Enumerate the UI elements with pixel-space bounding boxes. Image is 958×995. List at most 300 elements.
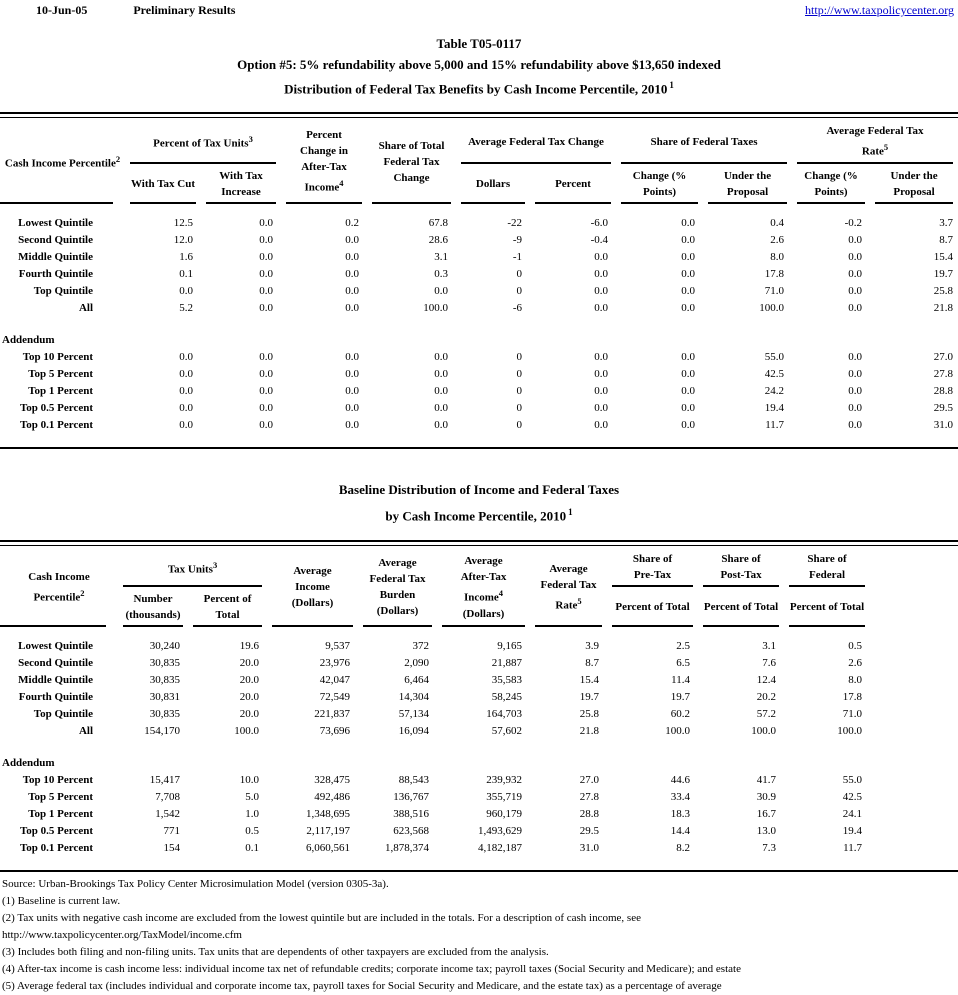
cell-value: 0.0	[681, 418, 696, 431]
cell-value: 12.0	[173, 233, 193, 246]
col-group-tax-units: Tax Units$^3$	[118, 546, 267, 587]
cell-value: 72,549	[319, 691, 351, 704]
cell-value: 0	[516, 401, 522, 414]
cell-value: 771	[163, 825, 180, 838]
cell-value: 0	[516, 418, 522, 431]
cell-value: 0	[516, 384, 522, 397]
cell-value: 42.5	[764, 367, 785, 380]
cell-value: 15.4	[933, 250, 954, 263]
cell-value: 67.8	[428, 216, 448, 229]
row-label: All	[78, 301, 93, 314]
cell-value: 20.0	[239, 691, 260, 704]
cell-value: 100.0	[759, 301, 785, 314]
row-label: Top 5 Percent	[28, 367, 93, 380]
cell-value: 0.0	[681, 216, 696, 229]
cell-value: 7,708	[155, 791, 180, 804]
cell-value: 1,493,629	[478, 825, 523, 838]
cell-value: 0.0	[259, 401, 273, 414]
cell-value: 328,475	[314, 774, 351, 787]
cell-value: 0.0	[681, 350, 696, 363]
cell-value: 0.0	[848, 267, 863, 280]
footnotes-block	[0, 872, 958, 995]
cell-value: 27.8	[933, 367, 954, 380]
cell-value: 21.8	[933, 301, 954, 314]
cell-value: 0.0	[345, 418, 359, 431]
row-label: Fourth Quintile	[18, 691, 93, 704]
cell-value: 0.0	[594, 250, 609, 263]
cell-value: 8.2	[676, 842, 691, 855]
table1-subtitle: Distribution of Federal Tax Benefits by Cash Income Percentile, 2010 $^1$	[284, 80, 674, 97]
cell-value: 8.7	[585, 657, 600, 670]
cell-value: 0.0	[681, 284, 696, 297]
cell-value: 0.0	[259, 384, 273, 397]
cell-value: 2.5	[676, 640, 691, 653]
table1-addendum-header	[0, 317, 958, 349]
cell-value: 14.4	[670, 825, 691, 838]
cell-value: 14,304	[398, 691, 430, 704]
cell-value: 2,117,197	[306, 825, 351, 838]
cell-value: 355,719	[486, 791, 523, 804]
cell-value: 0.0	[848, 233, 863, 246]
cell-value: 0.0	[681, 367, 696, 380]
site-link[interactable]: http://www.taxpolicycenter.org	[805, 3, 954, 17]
footnote-marker: 2	[115, 154, 121, 165]
cell-value: 0.0	[434, 401, 448, 414]
footnote-5: (5) Average federal tax (includes individual and corporate income tax, payroll taxes for Social Security and Medicare, and the estate tax) as a percentage of average	[2, 980, 722, 993]
row-label: Top 0.5 Percent	[19, 401, 93, 414]
footnote-1: (1) Baseline is current law.	[2, 895, 121, 908]
col-header-cash-income-percentile: Cash Income Percentile$^2$	[0, 546, 118, 627]
cell-value: 21.8	[579, 725, 600, 738]
footnote-marker: 1	[568, 506, 573, 517]
table-row	[0, 283, 958, 300]
table-row	[0, 366, 958, 383]
cell-value: 0.0	[179, 350, 193, 363]
cell-value: 0.0	[259, 367, 273, 380]
col-header-percent-of-total: Percent of Total	[607, 587, 698, 627]
cell-value: 0.0	[594, 401, 609, 414]
cell-value: 57,602	[491, 725, 523, 738]
cell-value: 221,837	[314, 708, 351, 721]
cell-value: 3.9	[585, 640, 600, 653]
cell-value: 0.5	[848, 640, 863, 653]
row-label: Lowest Quintile	[18, 216, 93, 229]
cell-value: 0.0	[259, 418, 273, 431]
col-header-percent: Percent	[530, 164, 616, 204]
table-row	[0, 655, 958, 672]
table2-title-block	[0, 479, 958, 527]
cell-value: 55.0	[764, 350, 785, 363]
table-row	[0, 627, 958, 655]
cell-value: 0.0	[345, 401, 359, 414]
cell-value: 154	[163, 842, 180, 855]
cell-value: 0.0	[681, 233, 696, 246]
cell-value: 33.4	[670, 791, 691, 804]
row-label: Top 0.1 Percent	[19, 842, 93, 855]
cell-value: 13.0	[756, 825, 777, 838]
cell-value: 19.7	[670, 691, 691, 704]
cell-value: 10.0	[239, 774, 260, 787]
col-header-percent-of-total: Percent of Total	[698, 587, 784, 627]
baseline-table	[0, 546, 958, 857]
cell-value: 0.0	[594, 301, 609, 314]
cell-value: 0.0	[594, 384, 609, 397]
cell-value: 2,090	[404, 657, 430, 670]
col-group-percent-of-tax-units: Percent of Tax Units$^3$	[125, 118, 281, 164]
cell-value: 0.0	[848, 350, 863, 363]
table-row	[0, 417, 958, 434]
cell-value: 16,094	[398, 725, 430, 738]
row-label: Second Quintile	[18, 233, 93, 246]
row-label: Top Quintile	[33, 708, 93, 721]
col-header-with-tax-increase: With Tax Increase	[201, 164, 281, 204]
cell-value: 164,703	[486, 708, 523, 721]
table-row	[0, 840, 958, 857]
footnote-marker: 3	[212, 559, 218, 570]
cell-value: 71.0	[842, 708, 863, 721]
cell-value: 0.0	[179, 367, 193, 380]
cell-value: 1,542	[155, 808, 180, 821]
cell-value: 30,835	[149, 708, 180, 721]
cell-value: 0.0	[345, 384, 359, 397]
footnote-marker: 5	[577, 595, 582, 606]
page-header	[0, 0, 958, 18]
cell-value: 16.7	[756, 808, 777, 821]
cell-value: 20.2	[756, 691, 777, 704]
cell-value: 1,878,374	[385, 842, 430, 855]
cell-value: 11.7	[843, 842, 863, 855]
cell-value: 100.0	[837, 725, 863, 738]
cell-value: 17.8	[842, 691, 863, 704]
table-row	[0, 806, 958, 823]
row-label: Top 10 Percent	[22, 350, 93, 363]
table-row	[0, 300, 958, 317]
cell-value: 100.0	[665, 725, 691, 738]
cell-value: 20.0	[239, 674, 260, 687]
cell-value: 24.1	[842, 808, 863, 821]
cell-value: 154,170	[144, 725, 180, 738]
cell-value: 239,932	[486, 774, 523, 787]
status-label: Preliminary Results	[133, 3, 236, 17]
cell-value: 0.0	[681, 401, 696, 414]
col-header-average-federal-tax-rate: Average Federal Tax Rate$^5$	[530, 546, 607, 627]
cell-value: 0.0	[848, 367, 863, 380]
cell-value: 0.0	[259, 216, 273, 229]
table2-title-line1: Baseline Distribution of Income and Federal Taxes	[338, 481, 620, 497]
cell-value: 44.6	[670, 774, 691, 787]
cell-value: 41.7	[756, 774, 777, 787]
cell-value: -9	[512, 233, 522, 246]
cell-value: 12.4	[756, 674, 777, 687]
table-row	[0, 772, 958, 789]
cell-value: 0.0	[259, 250, 273, 263]
cell-value: 15,417	[149, 774, 180, 787]
cell-value: 0.0	[681, 250, 696, 263]
table-row	[0, 249, 958, 266]
row-label: Middle Quintile	[18, 674, 93, 687]
table1-option-line: Option #5: 5% refundability above 5,000 and 15% refundability above $13,650 indexed	[237, 57, 721, 72]
cell-value: 0.0	[594, 267, 609, 280]
cell-value: 1,348,695	[306, 808, 351, 821]
footnote-marker: 1	[669, 80, 674, 90]
row-label: Middle Quintile	[18, 250, 93, 263]
cell-value: 0.0	[848, 418, 863, 431]
benefits-table	[0, 118, 958, 434]
cell-value: 30,240	[149, 640, 180, 653]
cell-value: 8.7	[939, 233, 954, 246]
table2-main-rows	[0, 627, 958, 740]
table-row	[0, 204, 958, 232]
cell-value: 100.0	[423, 301, 448, 314]
cell-value: 372	[412, 640, 430, 653]
cell-value: -1	[512, 250, 522, 263]
cell-value: 42,047	[319, 674, 351, 687]
cell-value: 100.0	[234, 725, 260, 738]
col-group-share-of-post-tax: Share of Post-Tax	[698, 546, 784, 587]
table1-number: Table T05-0117	[436, 36, 522, 51]
cell-value: 3.1	[434, 250, 448, 263]
cell-value: 55.0	[842, 774, 863, 787]
row-label: Second Quintile	[18, 657, 93, 670]
cell-value: 20.0	[239, 657, 260, 670]
cell-value: 20.0	[239, 708, 260, 721]
footnote-2: (2) Tax units with negative cash income are excluded from the lowest quintile but are included in the totals. For a description of cash income, see	[2, 912, 641, 925]
cell-value: 960,179	[486, 808, 523, 821]
cell-value: 57.2	[756, 708, 777, 721]
addendum-label: Addendum	[2, 333, 55, 346]
cell-value: 0.0	[848, 284, 863, 297]
cell-value: 0.0	[681, 384, 696, 397]
cell-value: 3.7	[939, 216, 954, 229]
cell-value: 0.0	[434, 350, 448, 363]
row-label: Top 0.1 Percent	[19, 418, 93, 431]
table2-addendum-header	[0, 740, 958, 772]
cell-value: 623,568	[393, 825, 430, 838]
cell-value: 0.0	[594, 284, 609, 297]
cell-value: 23,976	[319, 657, 351, 670]
table-row	[0, 349, 958, 366]
footnote-marker: 5	[883, 142, 889, 153]
table-row	[0, 689, 958, 706]
cell-value: 4,182,187	[478, 842, 523, 855]
col-header-under-proposal: Under the Proposal	[870, 164, 958, 204]
cell-value: 88,543	[398, 774, 430, 787]
footnote-marker: 2	[80, 587, 85, 598]
table-row	[0, 823, 958, 840]
cell-value: 25.8	[933, 284, 954, 297]
cell-value: 0	[516, 350, 522, 363]
cell-value: 0	[516, 367, 522, 380]
cell-value: 0.0	[179, 384, 193, 397]
cell-value: 0.0	[345, 267, 359, 280]
cell-value: 8.0	[770, 250, 785, 263]
source-note: Source: Urban-Brookings Tax Policy Center Microsimulation Model (version 0305-3a).	[2, 878, 389, 891]
col-header-average-income: Average Income (Dollars)	[267, 546, 358, 627]
cell-value: 0.0	[434, 284, 448, 297]
spacer-column	[870, 546, 958, 627]
footnote-marker: 3	[248, 134, 253, 145]
cell-value: 0.0	[681, 301, 696, 314]
cell-value: 492,486	[314, 791, 351, 804]
cell-value: 17.8	[764, 267, 785, 280]
footnote-3: (3) Includes both filing and non-filing units. Tax units that are dependents of other taxpayers are excluded from the analysis.	[2, 946, 549, 959]
cell-value: 73,696	[319, 725, 351, 738]
table2-addendum-rows	[0, 772, 958, 857]
cell-value: 0.3	[434, 267, 448, 280]
cell-value: 0.4	[770, 216, 785, 229]
cell-value: 19.6	[239, 640, 260, 653]
col-group-share-of-federal: Share of Federal	[784, 546, 870, 587]
table1-main-rows	[0, 204, 958, 317]
cell-value: -6.0	[590, 216, 609, 229]
cell-value: 0.0	[345, 367, 359, 380]
cell-value: 8.0	[848, 674, 863, 687]
cell-value: 28.8	[579, 808, 600, 821]
cell-value: 5.2	[179, 301, 193, 314]
cell-value: 0.0	[848, 301, 863, 314]
cell-value: 31.0	[579, 842, 600, 855]
table-row	[0, 723, 958, 740]
cell-value: 58,245	[491, 691, 523, 704]
col-header-average-federal-tax-burden: Average Federal Tax Burden (Dollars)	[358, 546, 437, 627]
cell-value: -6	[512, 301, 522, 314]
cell-value: 0.0	[259, 350, 273, 363]
table-row	[0, 789, 958, 806]
col-group-average-federal-tax-rate: Average Federal Tax Rate$^5$	[792, 118, 958, 164]
cell-value: 0.0	[594, 367, 609, 380]
col-header-cash-income-percentile: Cash Income Percentile$^2$	[0, 118, 125, 204]
cell-value: 0.1	[245, 842, 260, 855]
cell-value: 29.5	[933, 401, 954, 414]
cell-value: 21,887	[491, 657, 523, 670]
cell-value: 35,583	[491, 674, 523, 687]
cell-value: 0.0	[179, 401, 193, 414]
cell-value: 0.1	[179, 267, 193, 280]
table1-addendum-rows	[0, 349, 958, 434]
cell-value: -0.2	[844, 216, 863, 229]
col-header-with-tax-cut: With Tax Cut	[125, 164, 201, 204]
row-label: Top 5 Percent	[28, 791, 93, 804]
cell-value: 0	[516, 284, 522, 297]
cell-value: 0.0	[345, 350, 359, 363]
row-label: Lowest Quintile	[18, 640, 93, 653]
cell-value: 6,060,561	[306, 842, 351, 855]
cell-value: 9,165	[497, 640, 523, 653]
cell-value: 0.0	[848, 250, 863, 263]
cell-value: -0.4	[590, 233, 609, 246]
col-header-percent-of-total: Percent of Total	[784, 587, 870, 627]
table2-title-line2: by Cash Income Percentile, 2010 $^1$	[385, 506, 573, 524]
cell-value: 2.6	[770, 233, 785, 246]
cell-value: 1.6	[179, 250, 193, 263]
footnote-2-url: http://www.taxpolicycenter.org/TaxModel/income.cfm	[2, 929, 242, 942]
col-header-percent-of-total: Percent of Total	[188, 587, 267, 627]
col-group-share-of-pre-tax: Share of Pre-Tax	[607, 546, 698, 587]
cell-value: -22	[507, 216, 522, 229]
cell-value: 6.5	[676, 657, 691, 670]
table-row	[0, 232, 958, 249]
cell-value: 6,464	[404, 674, 430, 687]
cell-value: 0.0	[345, 301, 359, 314]
cell-value: 0.2	[345, 216, 359, 229]
col-header-percent-change-after-tax-income: Percent Change in After-Tax Income$^4$	[281, 118, 367, 204]
cell-value: 15.4	[579, 674, 600, 687]
table-row	[0, 672, 958, 689]
cell-value: 29.5	[579, 825, 600, 838]
addendum-label: Addendum	[2, 757, 55, 770]
cell-value: 100.0	[751, 725, 777, 738]
cell-value: 0.0	[848, 401, 863, 414]
col-header-change-points: Change (% Points)	[616, 164, 703, 204]
cell-value: 0.0	[434, 367, 448, 380]
date-label: 10-Jun-05	[36, 3, 88, 17]
cell-value: 0.0	[434, 418, 448, 431]
cell-value: 0.0	[179, 284, 193, 297]
cell-value: 0.0	[594, 418, 609, 431]
cell-value: 3.1	[762, 640, 777, 653]
cell-value: 0.0	[259, 233, 273, 246]
cell-value: 11.7	[765, 418, 785, 431]
col-group-share-of-federal-taxes: Share of Federal Taxes	[616, 118, 792, 164]
cell-value: 28.6	[428, 233, 448, 246]
cell-value: 42.5	[842, 791, 863, 804]
row-label: Top 10 Percent	[22, 774, 93, 787]
cell-value: 0.0	[848, 384, 863, 397]
cell-value: 28.8	[933, 384, 954, 397]
cell-value: 57,134	[398, 708, 430, 721]
cell-value: 136,767	[393, 791, 430, 804]
cell-value: 0.0	[594, 350, 609, 363]
cell-value: 31.0	[933, 418, 954, 431]
cell-value: 12.5	[173, 216, 193, 229]
cell-value: 19.7	[933, 267, 954, 280]
cell-value: 0.0	[259, 267, 273, 280]
cell-value: 0.0	[259, 284, 273, 297]
col-header-dollars: Dollars	[456, 164, 530, 204]
cell-value: 27.8	[579, 791, 600, 804]
table-row	[0, 400, 958, 417]
cell-value: 0.0	[345, 233, 359, 246]
row-label: Top 0.5 Percent	[19, 825, 93, 838]
row-label: Fourth Quintile	[18, 267, 93, 280]
cell-value: 0.0	[345, 250, 359, 263]
cell-value: 1.0	[245, 808, 260, 821]
cell-value: 2.6	[848, 657, 863, 670]
cell-value: 0.5	[245, 825, 260, 838]
row-label: Top 1 Percent	[28, 808, 93, 821]
cell-value: 388,516	[393, 808, 430, 821]
col-header-average-after-tax-income: Average After-Tax Income$^4$ (Dollars)	[437, 546, 530, 627]
cell-value: 71.0	[764, 284, 785, 297]
cell-value: 18.3	[670, 808, 691, 821]
table-row	[0, 266, 958, 283]
cell-value: 30,835	[149, 657, 180, 670]
row-label: Top Quintile	[33, 284, 93, 297]
cell-value: 27.0	[579, 774, 600, 787]
cell-value: 5.0	[245, 791, 260, 804]
table1-title-block	[0, 33, 958, 99]
cell-value: 7.6	[762, 657, 777, 670]
table-row	[0, 383, 958, 400]
cell-value: 9,537	[325, 640, 351, 653]
cell-value: 25.8	[579, 708, 600, 721]
cell-value: 19.4	[764, 401, 785, 414]
footnote-marker: 4	[339, 178, 344, 189]
cell-value: 60.2	[670, 708, 691, 721]
footnote-4: (4) After-tax income is cash income less: individual income tax net of refundable credits; corporate income tax; payroll taxes (Social Security and Medicare); and estate	[2, 963, 741, 976]
cell-value: 24.2	[764, 384, 785, 397]
table1-bottom-rule	[0, 447, 958, 449]
